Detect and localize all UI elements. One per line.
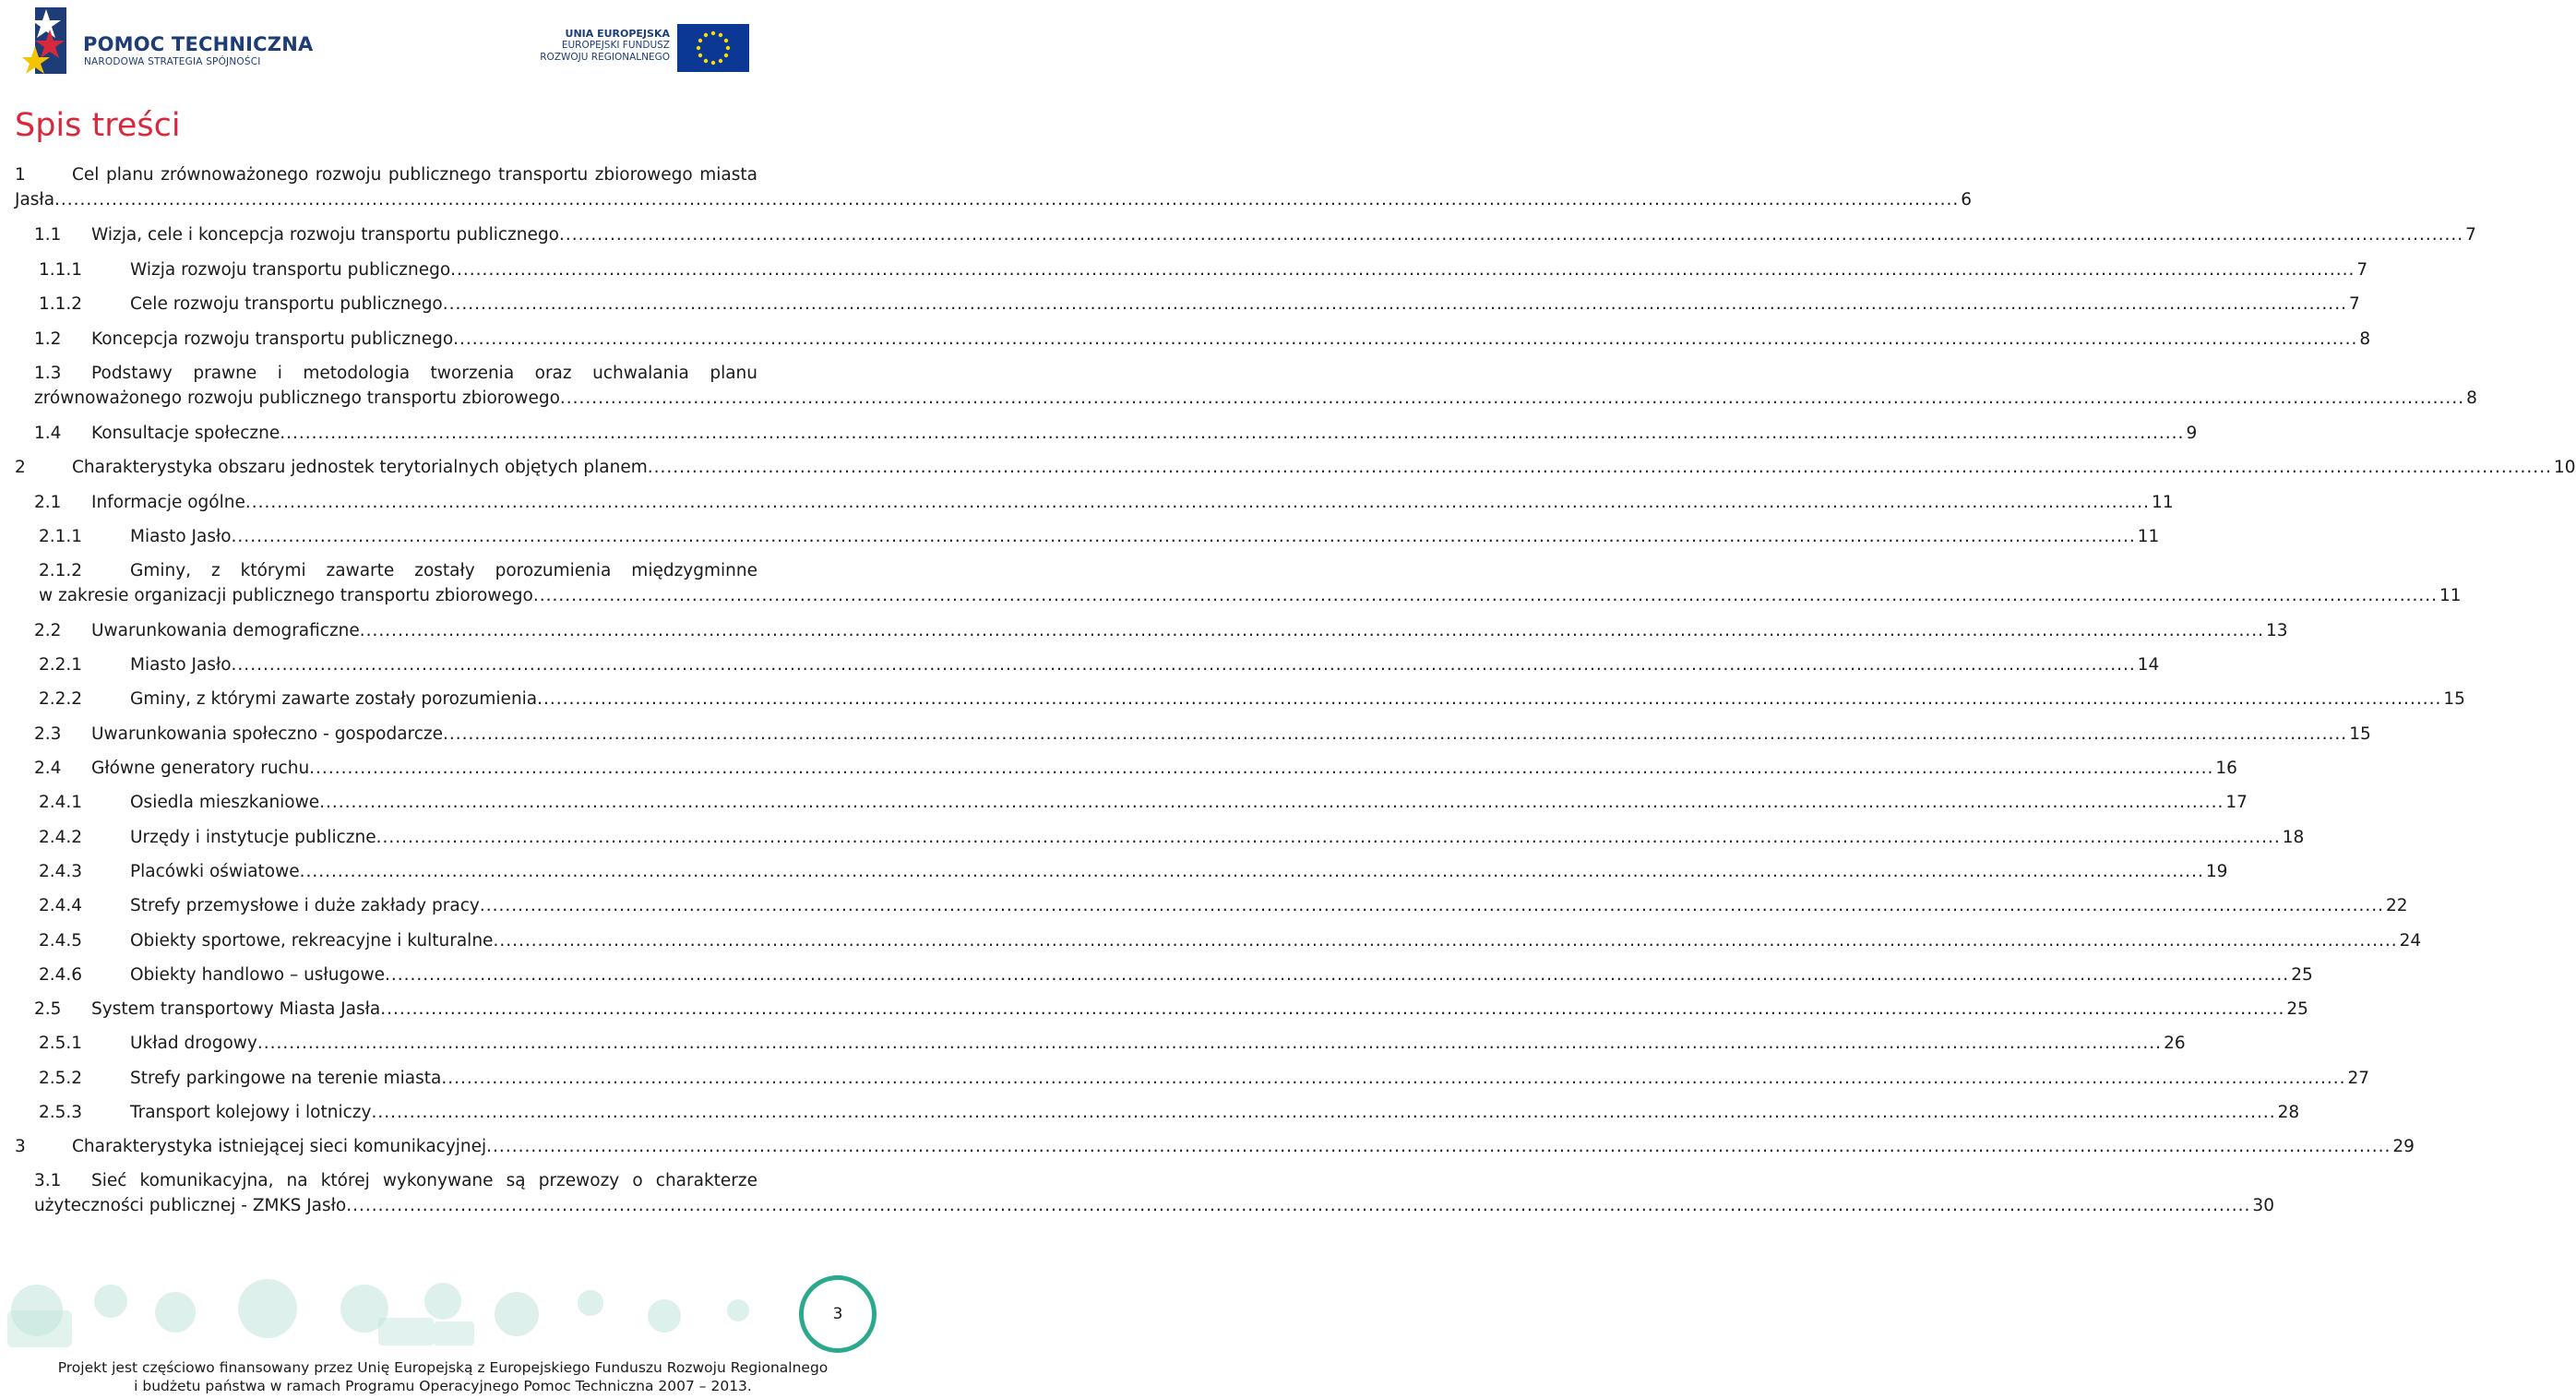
toc-entry-line1[interactable] <box>15 162 757 187</box>
toc-entry[interactable] <box>39 1031 2186 1056</box>
toc-page-number: 16 <box>2215 759 2237 778</box>
toc-entry-title: Urzędy i instytucje publiczne <box>130 828 376 847</box>
toc-entry-number: 2.4.1 <box>39 793 83 812</box>
toc-page-number: 6 <box>1961 190 1972 209</box>
toc-entry-number: 2.4.4 <box>39 896 83 915</box>
toc-entry-number: 3.1 <box>34 1171 62 1190</box>
toc-dot-leader: ............................................................................................................................................................................................................................................................................................................ <box>558 225 2464 245</box>
toc-entry-title: Cele rozwoju transportu publicznego <box>130 294 443 314</box>
toc-entry-title: Gminy, z którymi zawarte zostały porozumienia <box>130 689 538 709</box>
toc-entry-title: Charakterystyka istniejącej sieci komunikacyjnej <box>72 1137 487 1156</box>
toc-entry-line1[interactable] <box>34 361 757 386</box>
toc-entry[interactable] <box>39 652 2160 677</box>
toc-entry[interactable] <box>34 421 2198 446</box>
toc-dot-leader: ............................................................................................................................................................................................................................................................................................................ <box>380 999 2285 1019</box>
toc-page-number: 18 <box>2282 828 2305 847</box>
toc-entry-title-line1: Gminy, z którymi zawarte zostały porozumienia międzygminne <box>130 561 757 580</box>
toc-entry[interactable] <box>39 292 2360 317</box>
toc-dot-leader: ............................................................................................................................................................................................................................................................................................................ <box>450 260 2355 280</box>
eu-line-1: UNIA EUROPEJSKA <box>565 28 670 40</box>
toc-page-number: 7 <box>2348 294 2360 314</box>
toc-dot-leader: ............................................................................................................................................................................................................................................................................................................ <box>486 1137 2391 1156</box>
logo-title: POMOC TECHNICZNA <box>83 33 314 55</box>
toc-entry-title: Układ drogowy <box>130 1034 257 1053</box>
toc-entry-number: 1.1.2 <box>39 294 83 314</box>
page-number-badge <box>799 1275 877 1353</box>
toc-page-number: 15 <box>2443 689 2465 709</box>
toc-dot-leader: ............................................................................................................................................................................................................................................................................................................ <box>537 689 2442 709</box>
toc-entry[interactable] <box>39 825 2305 850</box>
toc-page-number: 9 <box>2186 424 2198 443</box>
toc-entry-title-line1: Sieć komunikacyjna, na której wykonywane są przewozy o charakterze <box>91 1171 757 1190</box>
toc-dot-leader: ............................................................................................................................................................................................................................................................................................................ <box>647 458 2552 477</box>
toc-page-number: 28 <box>2277 1103 2300 1122</box>
toc-entry[interactable] <box>34 756 2237 781</box>
toc-entry[interactable] <box>34 490 2174 515</box>
toc-entry-title: System transportowy Miasta Jasła <box>91 999 381 1019</box>
toc-entry-title: Charakterystyka obszaru jednostek terytorialnych objętych planem <box>72 458 648 477</box>
toc-entry[interactable] <box>39 583 2462 608</box>
toc-dot-leader: ............................................................................................................................................................................................................................................................................................................ <box>376 828 2281 847</box>
toc-dot-leader: ............................................................................................................................................................................................................................................................................................................ <box>371 1103 2276 1122</box>
toc-dot-leader: ............................................................................................................................................................................................................................................................................................................ <box>319 793 2224 812</box>
toc-entry-number: 2.5.2 <box>39 1069 83 1088</box>
toc-page-number: 10 <box>2553 458 2576 477</box>
toc-entry-number: 1.4 <box>34 424 62 443</box>
toc-page-number: 24 <box>2399 931 2422 951</box>
toc-dot-leader: ............................................................................................................................................................................................................................................................................................................ <box>256 1034 2163 1053</box>
toc-entry[interactable] <box>39 859 2228 884</box>
toc-entry[interactable] <box>34 722 2371 747</box>
toc-dot-leader: ............................................................................................................................................................................................................................................................................................................ <box>54 190 1960 209</box>
toc-entry-title: Koncepcja rozwoju transportu publicznego <box>91 329 454 349</box>
toc-page-number: 14 <box>2137 655 2160 675</box>
toc-entry[interactable] <box>15 187 1972 212</box>
toc-entry-title: Główne generatory ruchu <box>91 759 310 778</box>
toc-entry-number: 2.4.6 <box>39 965 83 985</box>
toc-entry-title: Strefy parkingowe na terenie miasta <box>130 1069 442 1088</box>
page-number: 3 <box>832 1305 843 1323</box>
toc-dot-leader: ............................................................................................................................................................................................................................................................................................................ <box>299 862 2204 881</box>
toc-entry[interactable] <box>34 997 2308 1022</box>
toc-entry[interactable] <box>39 524 2160 549</box>
toc-entry-line1[interactable] <box>34 1168 757 1193</box>
toc-page-number: 8 <box>2359 329 2371 349</box>
toc-entry-number: 2.2.1 <box>39 655 83 675</box>
toc-entry-title: Uwarunkowania społeczno - gospodarcze <box>91 724 443 744</box>
toc-entry[interactable] <box>34 386 2477 411</box>
toc-entry-number: 2.3 <box>34 724 62 744</box>
toc-page-number: 13 <box>2265 621 2288 640</box>
toc-entry-number: 1 <box>15 165 26 185</box>
toc-entry-title: Osiedla mieszkaniowe <box>130 793 320 812</box>
toc-entry-number: 2.4.3 <box>39 862 83 881</box>
toc-entry-title: w zakresie organizacji publicznego transportu zbiorowego <box>39 586 533 605</box>
toc-dot-leader: ............................................................................................................................................................................................................................................................................................................ <box>453 329 2358 349</box>
toc-entry[interactable] <box>39 687 2465 711</box>
toc-page-number: 25 <box>2291 965 2313 985</box>
toc-entry[interactable] <box>34 618 2288 643</box>
toc-entry-number: 2.2.2 <box>39 689 83 709</box>
toc-entry-number: 2.4.2 <box>39 828 83 847</box>
toc-entry[interactable] <box>39 790 2248 815</box>
toc-dot-leader: ............................................................................................................................................................................................................................................................................................................ <box>346 1196 2251 1215</box>
toc-entry-title: Miasto Jasło <box>130 527 232 546</box>
toc-entry-title: Uwarunkowania demograficzne <box>91 621 360 640</box>
toc-entry-title: Obiekty handlowo – usługowe <box>130 965 385 985</box>
toc-entry-title-line1: Cel planu zrównoważonego rozwoju publicznego transportu zbiorowego miasta <box>72 165 757 185</box>
toc-entry[interactable] <box>34 327 2371 352</box>
toc-entry-title: Placówki oświatowe <box>130 862 300 881</box>
toc-dot-leader: ............................................................................................................................................................................................................................................................................................................ <box>559 389 2465 408</box>
toc-entry-number: 1.1.1 <box>39 260 83 280</box>
toc-dot-leader: ............................................................................................................................................................................................................................................................................................................ <box>532 586 2439 605</box>
toc-dot-leader: ............................................................................................................................................................................................................................................................................................................ <box>280 424 2185 443</box>
toc-page-number: 29 <box>2392 1137 2415 1156</box>
toc-entry-title: zrównoważonego rozwoju publicznego transportu zbiorowego <box>34 389 560 408</box>
toc-page-number: 26 <box>2164 1034 2186 1053</box>
toc-page-number: 27 <box>2347 1069 2370 1088</box>
eu-line-2: EUROPEJSKI FUNDUSZ <box>561 40 670 51</box>
toc-dot-leader: ............................................................................................................................................................................................................................................................................................................ <box>231 527 2136 546</box>
toc-dot-leader: ............................................................................................................................................................................................................................................................................................................ <box>479 896 2384 915</box>
toc-entry-number: 1.3 <box>34 364 62 383</box>
toc-entry-title: użyteczności publicznej - ZMKS Jasło <box>34 1196 347 1215</box>
toc-entry-number: 2.4.5 <box>39 931 83 951</box>
footer-funding-note <box>0 1358 886 1395</box>
toc-entry[interactable] <box>34 222 2476 247</box>
toc-dot-leader: ............................................................................................................................................................................................................................................................................................................ <box>442 294 2347 314</box>
toc-page-number: 8 <box>2466 389 2477 408</box>
toc-entry-number: 2.2 <box>34 621 62 640</box>
eu-line-3: ROZWOJU REGIONALNEGO <box>540 51 670 63</box>
toc-entry-title: Wizja, cele i koncepcja rozwoju transportu publicznego <box>91 225 559 245</box>
toc-page-number: 17 <box>2225 793 2248 812</box>
toc-page-number: 19 <box>2205 862 2228 881</box>
toc-entry-title: Wizja rozwoju transportu publicznego <box>130 260 451 280</box>
toc-entry[interactable] <box>34 1193 2274 1218</box>
toc-dot-leader: ............................................................................................................................................................................................................................................................................................................ <box>359 621 2264 640</box>
toc-entry-number: 2.5.1 <box>39 1034 83 1053</box>
toc-entry-title: Miasto Jasło <box>130 655 232 675</box>
toc-page-number: 11 <box>2137 527 2160 546</box>
toc-page-number: 30 <box>2252 1196 2274 1215</box>
toc-entry[interactable] <box>39 1100 2300 1125</box>
toc-entry-title: Strefy przemysłowe i duże zakłady pracy <box>130 896 480 915</box>
toc-entry[interactable] <box>39 963 2313 987</box>
toc-dot-leader: ............................................................................................................................................................................................................................................................................................................ <box>385 965 2290 985</box>
toc-entry-number: 2.1.1 <box>39 527 83 546</box>
toc-entry-line1[interactable] <box>39 558 757 583</box>
toc-page-number: 7 <box>2465 225 2476 245</box>
toc-entry-title: Informacje ogólne <box>91 493 245 512</box>
toc-dot-leader: ............................................................................................................................................................................................................................................................................................................ <box>443 724 2348 744</box>
footer-line-1: Projekt jest częściowo finansowany przez Unię Europejską z Europejskiego Funduszu Rozwoju Regionalnego <box>57 1359 829 1376</box>
toc-entry-number: 2.1.2 <box>39 561 83 580</box>
toc-page-number: 15 <box>2349 724 2371 744</box>
footer-line-2: i budżetu państwa w ramach Programu Operacyjnego Pomoc Techniczna 2007 – 2013. <box>134 1378 752 1394</box>
toc-entry-number: 2 <box>15 458 26 477</box>
toc-dot-leader: ............................................................................................................................................................................................................................................................................................................ <box>441 1069 2346 1088</box>
toc-entry-number: 2.5 <box>34 999 62 1019</box>
toc-page-number: 25 <box>2286 999 2308 1019</box>
toc-dot-leader: ............................................................................................................................................................................................................................................................................................................ <box>231 655 2136 675</box>
toc-entry-number: 3 <box>15 1137 26 1156</box>
toc-dot-leader: ............................................................................................................................................................................................................................................................................................................ <box>244 493 2151 512</box>
toc-page-number: 7 <box>2356 260 2368 280</box>
toc-entry-number: 2.1 <box>34 493 62 512</box>
toc-entry[interactable] <box>39 257 2368 282</box>
logo-subtitle: NARODOWA STRATEGIA SPÓJNOŚCI <box>84 56 261 67</box>
toc-title: Spis treści <box>15 107 181 144</box>
toc-entry-title: Transport kolejowy i lotniczy <box>130 1103 372 1122</box>
toc-entry-title-line1: Podstawy prawne i metodologia tworzenia oraz uchwalania planu <box>91 364 757 383</box>
toc-entry[interactable] <box>39 928 2422 953</box>
toc-dot-leader: ............................................................................................................................................................................................................................................................................................................ <box>493 931 2398 951</box>
toc-dot-leader: ............................................................................................................................................................................................................................................................................................................ <box>309 759 2214 778</box>
toc-entry[interactable] <box>39 1066 2370 1091</box>
toc-entry[interactable] <box>15 455 2576 480</box>
toc-entry-title: Obiekty sportowe, rekreacyjne i kulturalne <box>130 931 494 951</box>
toc-page-number: 11 <box>2152 493 2174 512</box>
toc-page-number: 22 <box>2386 896 2408 915</box>
toc-entry[interactable] <box>39 893 2408 918</box>
toc-entry-number: 2.4 <box>34 759 62 778</box>
toc-page-number: 11 <box>2439 586 2462 605</box>
toc-entry-title: Jasła <box>15 190 55 209</box>
toc-entry-number: 2.5.3 <box>39 1103 83 1122</box>
toc-entry-title: Konsultacje społeczne <box>91 424 280 443</box>
toc-entry-number: 1.1 <box>34 225 62 245</box>
toc-entry-number: 1.2 <box>34 329 62 349</box>
toc-entry[interactable] <box>15 1134 2415 1159</box>
footer-transport-graphic <box>0 1273 886 1366</box>
